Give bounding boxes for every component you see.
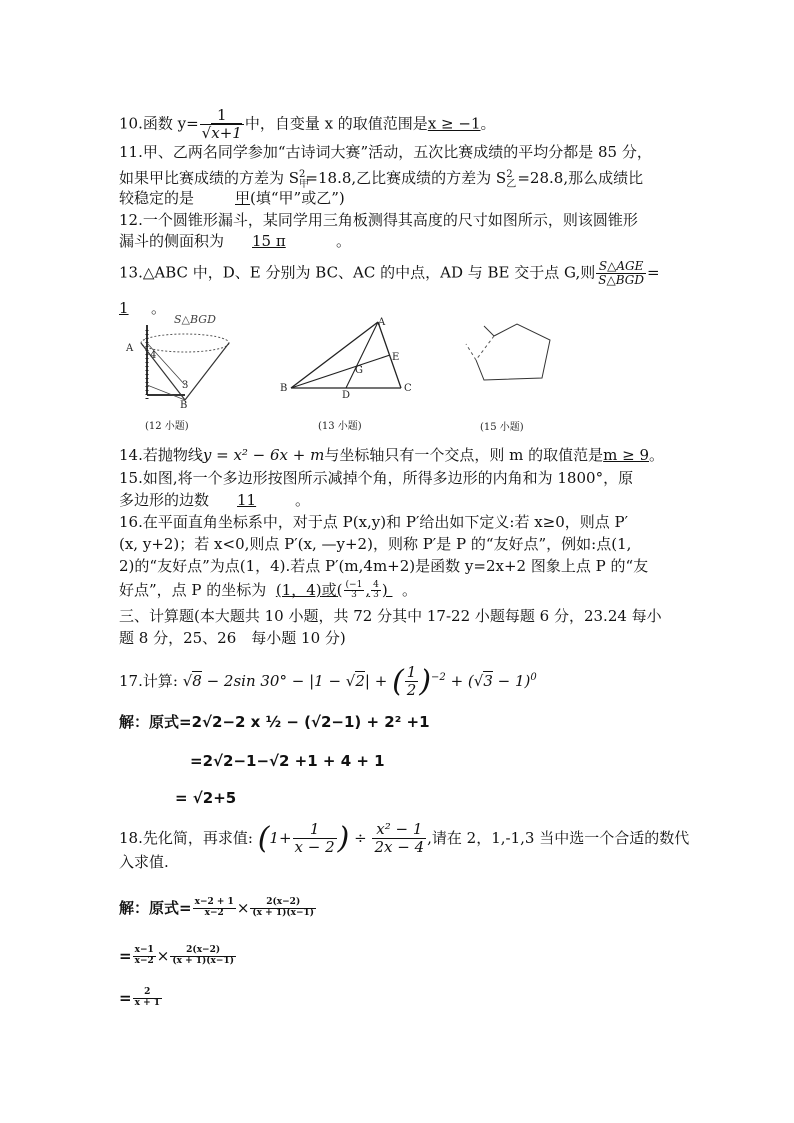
q16-line2: (x, y+2)；若 x<0,则点 P′(x, —y+2)，则称 P′是 P 的“友好点”，例如:点(1, [119, 535, 632, 553]
fig12-caption: (12 小题) [145, 421, 189, 432]
q11-text-b: =18.8,乙比赛成绩的方差为 S [305, 169, 507, 187]
q13-eq: = [646, 263, 660, 282]
section3-line1: 三、计算题(本大题共 10 小题，共 72 分其中 17-22 小题每题 6 分，23.24 每小 [119, 607, 662, 625]
q13-overlay-text: S△BGD [174, 313, 216, 326]
q16-line3: 2)的“友好点”为点(1，4).若点 P′(m,4m+2)是函数 y=2x+2 图象上点 P 的“友 [119, 557, 649, 575]
q10-frac-den: √x+1 [201, 123, 242, 142]
q18-f4-den: (x + 1)(x−1) [172, 955, 234, 966]
q11-sub-yi: 乙 [506, 179, 517, 190]
q10-frac-num: 1 [200, 108, 244, 125]
q16-line1: 16.在平面直角坐标系中，对于点 P(x,y)和 P′给出如下定义:若 x≥0，则点 P′ [119, 513, 629, 531]
q16-end: 。 [402, 581, 418, 599]
q18-f2-num: 2(x−2) [250, 898, 316, 908]
q10-fraction [200, 108, 244, 141]
q18-f3-den: x−2 [134, 955, 154, 966]
q11-answer: 甲 [235, 189, 251, 207]
q14-expr: y = x² − 6x + m [202, 446, 325, 464]
q18-f5-num: 2 [133, 988, 162, 998]
q17-solution-1 [119, 712, 430, 732]
fig13-label-b: B [280, 383, 288, 394]
q11-text-a: 如果甲比赛成绩的方差为 S [119, 169, 300, 187]
q14-prefix: 14.若抛物线 [119, 446, 203, 464]
q17-sol-step1: 2√2−2 x ½ − (√2−1) + 2² +1 [191, 713, 430, 731]
q11-line3 [119, 188, 345, 208]
q10-prefix: 10.函数 y= [119, 114, 199, 133]
q17-line [119, 660, 537, 700]
q18-line1 [119, 818, 689, 858]
fig13-label-a: A [378, 317, 386, 328]
q15-text: 多边形的边数 [119, 491, 210, 509]
q18-line2: 入求值. [119, 853, 169, 871]
q15-answer: 11 [237, 491, 257, 509]
q14-answer: m ≥ 9 [603, 446, 649, 464]
q12-line2 [119, 231, 351, 251]
fig15-caption: (15 小题) [480, 422, 524, 433]
fig13-label-g: G [355, 365, 363, 376]
figure-12-drawing [125, 325, 245, 410]
q18-f2-den: (x + 1)(x−1) [252, 907, 315, 918]
q11-sub-jia: 甲 [299, 179, 310, 190]
q18-label: 18.先化简，再求值: [119, 829, 253, 847]
q13-answer: 1 [119, 299, 129, 317]
fig13-label-d: D [342, 390, 351, 401]
q13-text: 13.△ABC 中，D、E 分别为 BC、AC 的中点，AD 与 BE 交于点 G,则 [119, 263, 596, 282]
q10-end: 。 [480, 114, 496, 133]
q18-f1-num: x−2 + 1 [194, 897, 234, 908]
q14-mid: 与坐标轴只有一个交点，则 m 的取值范是 [324, 446, 604, 464]
q17-label: 17.计算: [119, 672, 178, 690]
q18-times-1: × [236, 899, 250, 917]
q17-solution-3: = √2+5 [175, 789, 237, 807]
fig12-label-3: 3 [182, 380, 189, 391]
q18-solution-3 [119, 980, 163, 1016]
q17-solution-2: =2√2−1−√2 +1 + 4 + 1 [190, 752, 385, 770]
q16-or: 或 [321, 581, 337, 599]
q17-sol-label: 解：原式= [119, 713, 192, 731]
section3-line2: 题 8 分，25、26 每小题 10 分) [119, 629, 346, 647]
q13-line2 [119, 298, 166, 318]
q16-line4 [119, 580, 417, 601]
figure-15-drawing [460, 318, 560, 388]
q18-f1-den: x−2 [204, 907, 224, 918]
q13-line1 [119, 260, 676, 287]
fig13-label-e: E [392, 352, 400, 363]
q13-end: 。 [151, 299, 167, 317]
q18-f4-num: 2(x−2) [170, 946, 236, 956]
q12-line1: 12.一个圆锥形漏斗，某同学用三角板测得其高度的尺寸如图所示，则该圆锥形 [119, 211, 638, 229]
q18-solution-2 [119, 938, 237, 974]
fig12-label-b: B [180, 400, 188, 411]
q12-end: 。 [336, 232, 352, 250]
q10-mid: 中，自变量 x 的取值范围是 [244, 114, 428, 133]
q18-solution-1 [119, 890, 317, 926]
q11-line1: 11.甲、乙两名同学参加“古诗词大赛”活动，五次比赛成绩的平均分都是 85 分， [119, 143, 652, 161]
fig13-caption: (13 小题) [318, 421, 362, 432]
q13-frac-den: S△BGD [598, 272, 644, 287]
fig12-label-4: 4 [150, 350, 157, 361]
q18-sol-label: 解：原式= [119, 899, 192, 917]
q15-line2 [119, 490, 310, 510]
q12-answer: 15 π [252, 232, 286, 250]
q18-times-2: × [156, 947, 170, 965]
q18-eq-3: = [119, 989, 132, 1007]
q11-line2: 如果甲比赛成绩的方差为 $S_甲^2=18.8$,乙比赛成绩的方差为 $S_乙^2 =28.8$,那么成绩比 [119, 169, 644, 190]
q18-f3-num: x−1 [134, 945, 154, 956]
q14-end: 。 [649, 446, 665, 464]
q16-text: 好点”，点 P 的坐标为 [119, 581, 267, 599]
q14-line [119, 445, 664, 465]
q16-answer-1: (1，4) [275, 581, 322, 599]
q18-eq-2: = [119, 947, 132, 965]
q18-expression: (1+ $\frac{1}{x - 2}$ ) ÷ $\frac{\text{x² − 1}}{2x - 4}$ [257, 820, 425, 857]
q13-frac-num: S△AGE [596, 260, 646, 274]
q17-expression: √8 − 2sin 30° − |1 − √2| + ( $\frac{1}{2}$ )$^{-2} + (√3 - 1)^0$ [182, 663, 537, 700]
fig12-label-a: A [126, 343, 134, 354]
q11-text-d: 较稳定的是 [119, 189, 195, 207]
fig13-label-c: C [404, 383, 412, 394]
q10-answer: x ≥ −1 [427, 114, 481, 133]
q13-fraction [596, 260, 646, 287]
q11-text-e: (填“甲”或乙”) [250, 189, 345, 207]
q16-answer-2: ( $\frac{(-1}{3}$ , $\frac{4}{3}$ ) [336, 579, 393, 601]
q12-text: 漏斗的侧面积为 [119, 232, 225, 250]
q18-tail: ,请在 2，1,-1,3 当中选一个合适的数代 [427, 829, 690, 847]
q15-end: 。 [295, 491, 311, 509]
q11-text-c: =28.8,那么成绩比 [512, 169, 644, 187]
q15-line1: 15.如图,将一个多边形按图所示减掉个角，所得多边形的内角和为 1800°，原 [119, 469, 634, 487]
q10-line [119, 108, 496, 141]
q18-f5-den: x + 1 [134, 997, 161, 1008]
